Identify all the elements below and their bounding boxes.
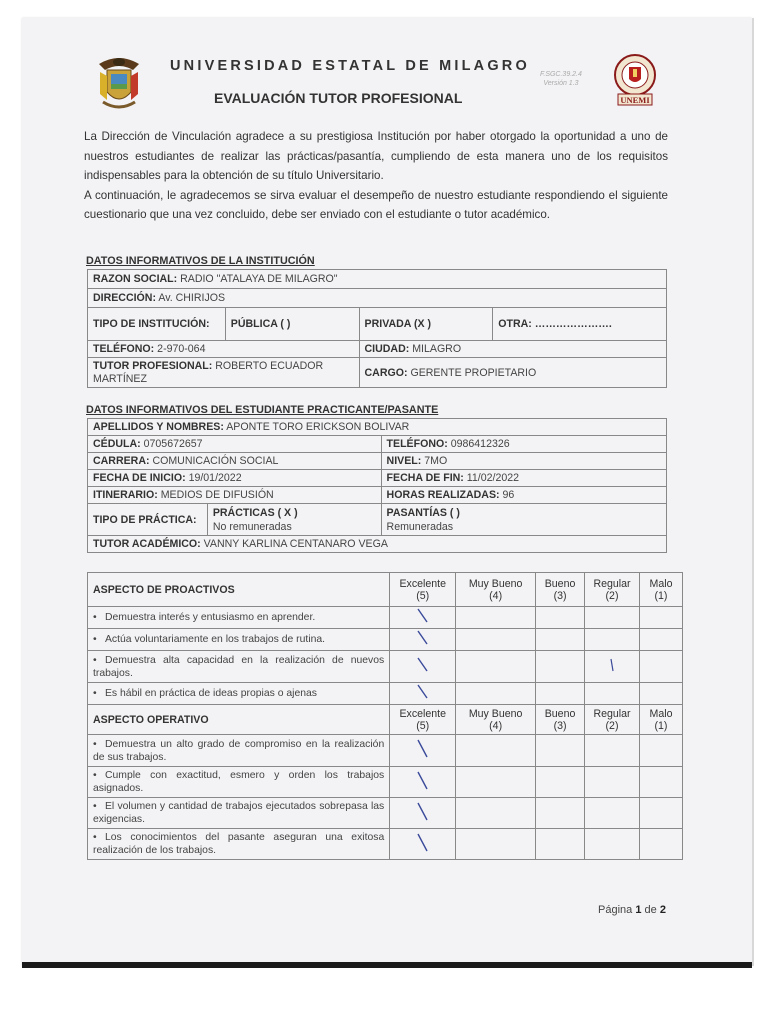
institution-section-title: DATOS INFORMATIVOS DE LA INSTITUCIÓN: [86, 255, 315, 267]
scale-regular: Regular (2): [585, 573, 640, 607]
tutor-academico: TUTOR ACADÉMICO: VANNY KARLINA CENTANARO VEGA: [88, 536, 667, 553]
coat-of-arms-icon: [95, 54, 143, 112]
table-row: [88, 683, 683, 705]
tipo-practica-label: TIPO DE PRÁCTICA:: [88, 504, 208, 536]
page-number: Página 1 de 2: [598, 904, 666, 916]
table-row: [88, 735, 683, 767]
stray-pen-mark: [585, 651, 640, 683]
scale-regular: Regular (2): [585, 705, 640, 735]
criterion: • Demuestra un alto grado de compromiso en la realización de sus trabajos.: [88, 735, 390, 767]
scale-muy-bueno: Muy Bueno (4): [456, 573, 536, 607]
fecha-inicio: FECHA DE INICIO: 19/01/2022: [88, 470, 382, 487]
tick-mark-excelente: [390, 651, 456, 683]
tick-mark-excelente: [390, 629, 456, 651]
operative-aspect-header: ASPECTO OPERATIVO: [88, 705, 390, 735]
tipo-institucion-label: TIPO DE INSTITUCIÓN:: [88, 308, 226, 341]
tick-mark-excelente: [390, 829, 456, 860]
ciudad: CIUDAD: MILAGRO: [359, 341, 666, 358]
carrera: CARRERA: COMUNICACIÓN SOCIAL: [88, 453, 382, 470]
tick-mark-excelente: [390, 798, 456, 829]
tick-mark-excelente: [390, 683, 456, 705]
university-name: UNIVERSIDAD ESTATAL DE MILAGRO: [170, 58, 530, 74]
criterion: • Cumple con exactitud, esmero y orden los trabajos asignados.: [88, 767, 390, 798]
institution-table: [87, 269, 667, 388]
criterion: • Es hábil en práctica de ideas propias o ajenas: [88, 683, 390, 705]
table-row: [88, 607, 683, 629]
nivel: NIVEL: 7MO: [381, 453, 666, 470]
student-section-title: DATOS INFORMATIVOS DEL ESTUDIANTE PRACTICANTE/PASANTE: [86, 404, 439, 416]
horas-realizadas: HORAS REALIZADAS: 96: [381, 487, 666, 504]
practicas-option: PRÁCTICAS ( X ) No remuneradas: [207, 504, 381, 536]
scale-bueno: Bueno (3): [536, 705, 585, 735]
tick-mark-excelente: [390, 607, 456, 629]
proactive-aspect-header: ASPECTO DE PROACTIVOS: [88, 573, 390, 607]
tick-mark-excelente: [390, 767, 456, 798]
table-row: [88, 829, 683, 860]
scale-malo: Malo (1): [640, 705, 683, 735]
razon-social-row: RAZON SOCIAL: RADIO "ATALAYA DE MILAGRO": [88, 270, 667, 289]
criterion: • Los conocimientos del pasante aseguran una exitosa realización de los trabajos.: [88, 829, 390, 860]
criterion: • Demuestra interés y entusiasmo en aprender.: [88, 607, 390, 629]
intro-paragraph-1: La Dirección de Vinculación agradece a su prestigiosa Institución por haber otorgado la oportunidad a uno de nuestros estudiantes de realizar las prácticas/pasantía, cumpliendo de esta manera uno de los requisitos indispensables para la obtención de su título Universitario.: [84, 130, 668, 182]
telefono-estudiante: TELÉFONO: 0986412326: [381, 436, 666, 453]
tutor-profesional: TUTOR PROFESIONAL: ROBERTO ECUADOR MARTÍNEZ: [88, 358, 360, 388]
fecha-fin: FECHA DE FIN: 11/02/2022: [381, 470, 666, 487]
otra-option: OTRA: ………………….: [493, 308, 667, 341]
direccion-row: DIRECCIÓN: Av. CHIRIJOS: [88, 289, 667, 308]
form-code: F.SGC.39.2.4 Versión 1.3: [540, 71, 582, 87]
publica-option: PÚBLICA ( ): [225, 308, 359, 341]
scale-excelente: Excelente (5): [390, 705, 456, 735]
criterion: • Actúa voluntariamente en los trabajos de rutina.: [88, 629, 390, 651]
form-title: EVALUACIÓN TUTOR PROFESIONAL: [214, 90, 463, 106]
privada-option: PRIVADA (X ): [359, 308, 493, 341]
scale-muy-bueno: Muy Bueno (4): [456, 705, 536, 735]
cedula: CÉDULA: 0705672657: [88, 436, 382, 453]
intro-paragraph-2: A continuación, le agradecemos se sirva evaluar el desempeño de nuestro estudiante respondiendo el siguiente cuestionario que una vez concluido, debe ser enviado con el estudiante o tutor académico.: [84, 188, 668, 221]
tick-mark-excelente: [390, 735, 456, 767]
scan-border: [22, 962, 752, 968]
table-row: [88, 798, 683, 829]
student-table: [87, 418, 667, 553]
criterion: • El volumen y cantidad de trabajos ejecutados sobrepasa las exigencias.: [88, 798, 390, 829]
pasantias-option: PASANTÍAS ( ) Remuneradas: [381, 504, 666, 536]
table-row: [88, 651, 683, 683]
scale-excelente: Excelente (5): [390, 573, 456, 607]
evaluation-table: [87, 572, 683, 860]
unemi-seal-icon: [612, 54, 658, 106]
itinerario: ITINERARIO: MEDIOS DE DIFUSIÓN: [88, 487, 382, 504]
scale-malo: Malo (1): [640, 573, 683, 607]
intro-text: [84, 127, 668, 225]
criterion: • Demuestra alta capacidad en la realización de nuevos trabajos.: [88, 651, 390, 683]
telefono-institucion: TELÉFONO: 2-970-064: [88, 341, 360, 358]
table-row: [88, 629, 683, 651]
table-row: [88, 767, 683, 798]
svg-text:UNEMI: UNEMI: [620, 95, 650, 105]
nombres-row: APELLIDOS Y NOMBRES: APONTE TORO ERICKSON BOLIVAR: [88, 419, 667, 436]
page-edge: [752, 18, 754, 966]
scale-bueno: Bueno (3): [536, 573, 585, 607]
cargo: CARGO: GERENTE PROPIETARIO: [359, 358, 666, 388]
